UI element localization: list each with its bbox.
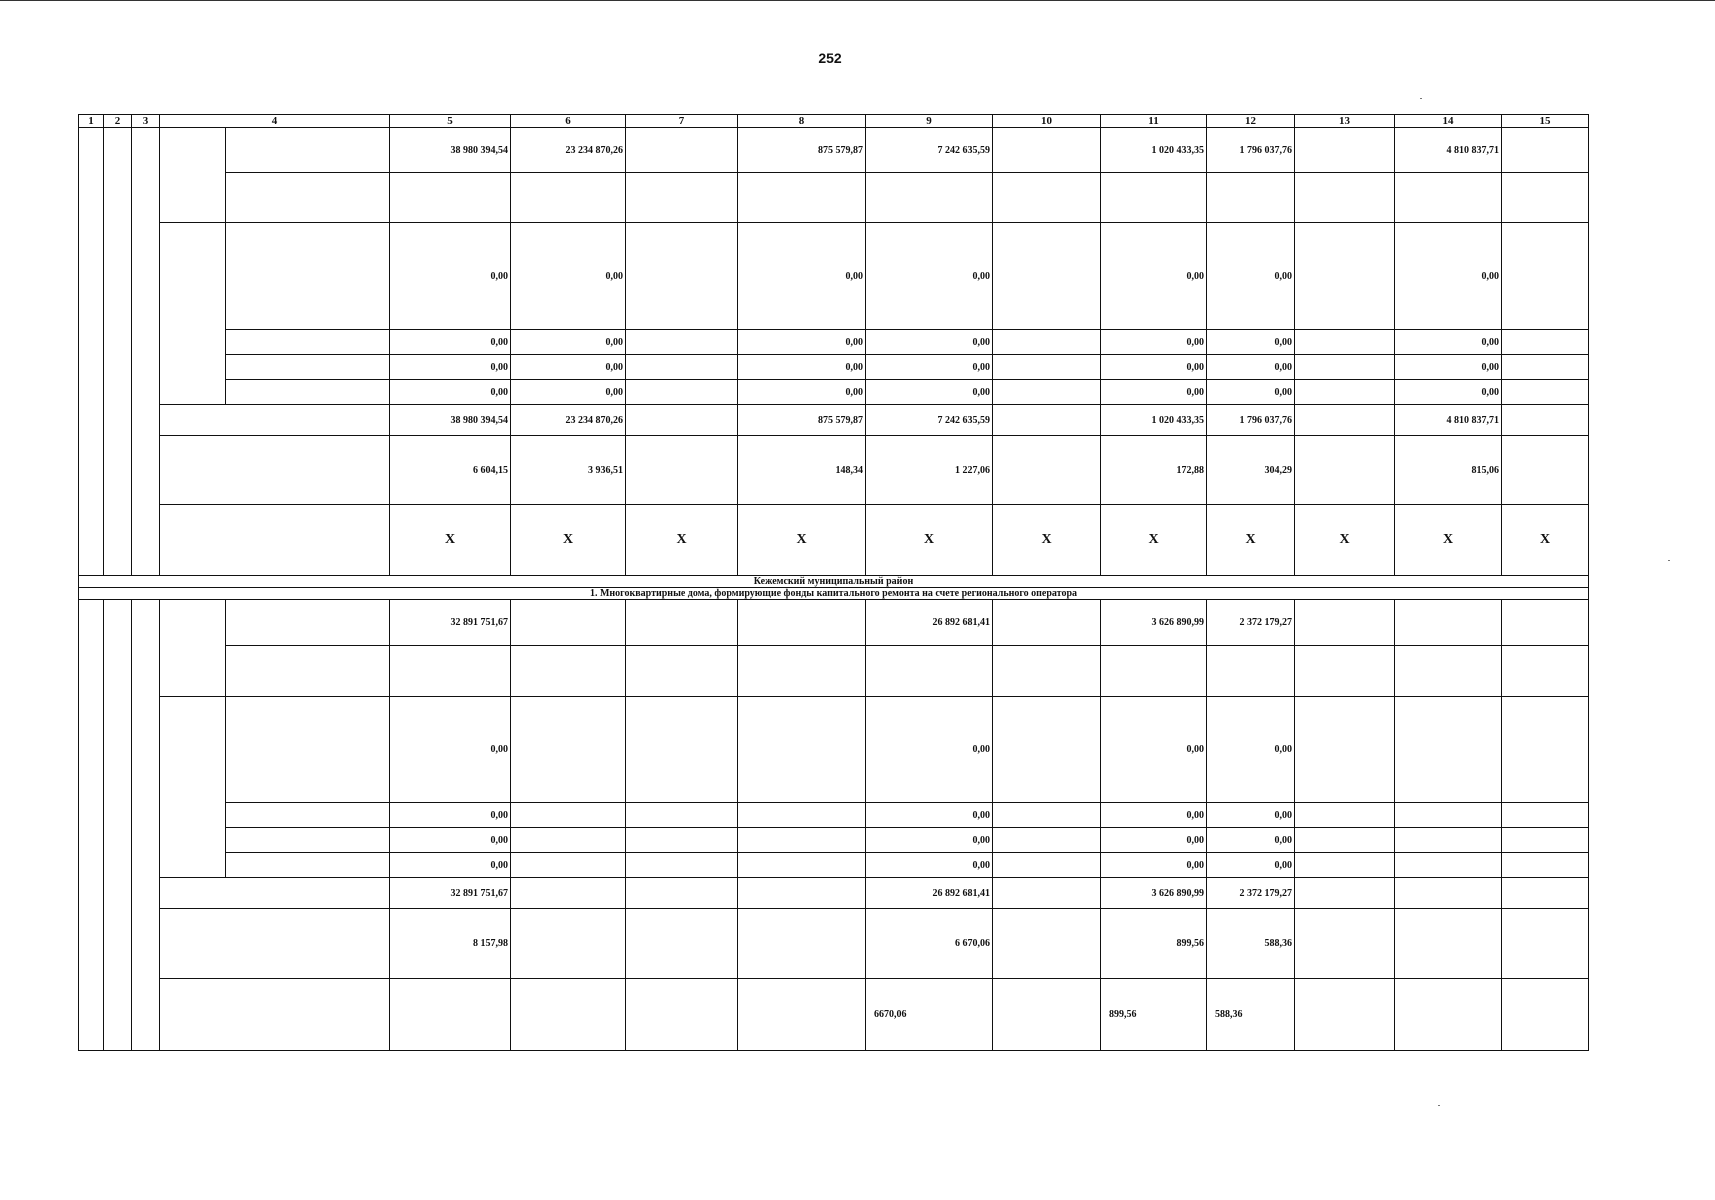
cell-col-15 (1502, 828, 1589, 853)
cell-col-6 (511, 600, 626, 646)
group-own-funds (160, 600, 226, 697)
cell-col-12: X (1207, 505, 1295, 576)
row-label-approved-limit (160, 505, 390, 576)
cell-col-11: 3 626 890,99 (1101, 878, 1207, 909)
cell-col-8 (738, 600, 866, 646)
cell-col-5: 0,00 (390, 223, 511, 330)
cell-col-13 (1295, 436, 1395, 505)
cell-col-8: 0,00 (738, 330, 866, 355)
cell-col-12: 304,29 (1207, 436, 1295, 505)
cell-col-7 (626, 330, 738, 355)
cell-col-12: 588,36 (1207, 979, 1295, 1051)
cell-col-6 (511, 909, 626, 979)
cell-col-5: 0,00 (390, 828, 511, 853)
group-support (160, 697, 226, 878)
row-label-regional-budget (226, 330, 390, 355)
cell-col-14 (1395, 853, 1502, 878)
row-label-unit-cost (160, 909, 390, 979)
cell-col-10 (993, 803, 1101, 828)
top-rule (0, 0, 1715, 1)
cell-col-13 (1295, 646, 1395, 697)
cell-col-8 (738, 803, 866, 828)
cell-col-8: 0,00 (738, 355, 866, 380)
cell-col-5: 38 980 394,54 (390, 128, 511, 173)
cell-col-5 (390, 173, 511, 223)
cell-col-7 (626, 355, 738, 380)
cell-col-9: 0,00 (866, 223, 993, 330)
cell-col-8 (738, 828, 866, 853)
cell-col-5: 0,00 (390, 697, 511, 803)
cell-col-12: 588,36 (1207, 909, 1295, 979)
row-label-other-sources (226, 380, 390, 405)
cell-col-12: 0,00 (1207, 853, 1295, 878)
cell-col-7 (626, 128, 738, 173)
cell-col-7 (626, 380, 738, 405)
object-name (104, 128, 132, 576)
cell-col-9 (866, 173, 993, 223)
cell-col-13 (1295, 330, 1395, 355)
row-label-local-budget (226, 355, 390, 380)
cell-col-7 (626, 646, 738, 697)
cell-col-6: 0,00 (511, 380, 626, 405)
cell-col-8 (738, 697, 866, 803)
row-label-other-sources (226, 853, 390, 878)
cell-col-13 (1295, 828, 1395, 853)
capital-repair-table (78, 114, 1589, 1051)
cell-col-8 (738, 979, 866, 1051)
row-label-min-fee (226, 128, 390, 173)
column-number: 13 (1295, 115, 1395, 128)
row-label-unit-cost (160, 436, 390, 505)
cell-col-15 (1502, 128, 1589, 173)
cell-col-11 (1101, 173, 1207, 223)
cell-col-14: X (1395, 505, 1502, 576)
cell-col-11: 0,00 (1101, 223, 1207, 330)
cell-col-15 (1502, 646, 1589, 697)
cell-col-14 (1395, 878, 1502, 909)
cell-col-7 (626, 173, 738, 223)
cell-col-8 (738, 173, 866, 223)
cell-col-11: 0,00 (1101, 380, 1207, 405)
column-number: 14 (1395, 115, 1502, 128)
row-number (79, 600, 104, 1051)
group-support (160, 223, 226, 405)
row-other-sources (79, 380, 1589, 405)
cell-col-12: 2 372 179,27 (1207, 600, 1295, 646)
cell-col-15: X (1502, 505, 1589, 576)
row-total (79, 405, 1589, 436)
cell-col-7 (626, 853, 738, 878)
cell-col-10: X (993, 505, 1101, 576)
cell-col-5: 8 157,98 (390, 909, 511, 979)
row-label-min-fee (226, 600, 390, 646)
cell-col-13 (1295, 979, 1395, 1051)
cell-col-14 (1395, 697, 1502, 803)
cell-col-10 (993, 600, 1101, 646)
cell-col-6: 0,00 (511, 355, 626, 380)
row-regional-budget (79, 330, 1589, 355)
cell-col-11: 899,56 (1101, 979, 1207, 1051)
row-unit-cost (79, 436, 1589, 505)
cell-col-12: 0,00 (1207, 330, 1295, 355)
cell-col-15 (1502, 600, 1589, 646)
row-number (79, 128, 104, 576)
cell-col-11: 899,56 (1101, 909, 1207, 979)
cell-col-8: 875 579,87 (738, 405, 866, 436)
cell-col-9 (866, 646, 993, 697)
cell-col-10 (993, 697, 1101, 803)
cell-col-9: 1 227,06 (866, 436, 993, 505)
row-over-min-fee (79, 646, 1589, 697)
cell-col-10 (993, 380, 1101, 405)
cell-col-5: 0,00 (390, 380, 511, 405)
column-number: 1 (79, 115, 104, 128)
cell-col-9: 26 892 681,41 (866, 878, 993, 909)
row-unit-cost (79, 909, 1589, 979)
cell-col-14: 0,00 (1395, 380, 1502, 405)
row-local-budget (79, 828, 1589, 853)
cell-col-12: 1 796 037,76 (1207, 405, 1295, 436)
cell-col-10 (993, 909, 1101, 979)
cell-col-13 (1295, 380, 1395, 405)
cell-col-10 (993, 436, 1101, 505)
cell-col-12 (1207, 173, 1295, 223)
cell-col-12: 0,00 (1207, 697, 1295, 803)
cell-col-15 (1502, 380, 1589, 405)
scan-speck (1420, 98, 1422, 99)
cell-col-11: 0,00 (1101, 330, 1207, 355)
cell-col-9: 6670,06 (866, 979, 993, 1051)
column-number: 7 (626, 115, 738, 128)
cell-col-14 (1395, 646, 1502, 697)
cell-col-7 (626, 909, 738, 979)
row-over-min-fee (79, 173, 1589, 223)
cell-col-14 (1395, 979, 1502, 1051)
cell-col-15 (1502, 355, 1589, 380)
column-number: 9 (866, 115, 993, 128)
row-label-total (160, 405, 390, 436)
cell-col-6 (511, 878, 626, 909)
cell-col-6: 0,00 (511, 223, 626, 330)
cell-col-8: 148,34 (738, 436, 866, 505)
cell-col-15 (1502, 979, 1589, 1051)
row-regional-budget (79, 803, 1589, 828)
subsection-title: 1. Многоквартирные дома, формирующие фонды капитального ремонта на счете регионального оператора (79, 588, 1589, 600)
cell-col-6: 3 936,51 (511, 436, 626, 505)
column-number: 3 (132, 115, 160, 128)
cell-col-10 (993, 979, 1101, 1051)
cell-col-5 (390, 646, 511, 697)
cell-col-10 (993, 223, 1101, 330)
cell-col-9: 0,00 (866, 355, 993, 380)
cell-col-8 (738, 853, 866, 878)
cell-col-9: 0,00 (866, 803, 993, 828)
cell-col-8: 875 579,87 (738, 128, 866, 173)
cell-col-13 (1295, 223, 1395, 330)
cell-col-9: 26 892 681,41 (866, 600, 993, 646)
cell-col-11: 1 020 433,35 (1101, 128, 1207, 173)
cell-col-8 (738, 878, 866, 909)
cell-col-5: 0,00 (390, 330, 511, 355)
cell-col-8 (738, 909, 866, 979)
cell-col-9: 7 242 635,59 (866, 405, 993, 436)
cell-col-8: 0,00 (738, 223, 866, 330)
object-name (104, 600, 132, 1051)
cell-col-10 (993, 828, 1101, 853)
total-area (132, 128, 160, 576)
cell-col-15 (1502, 330, 1589, 355)
cell-col-11: X (1101, 505, 1207, 576)
cell-col-14: 0,00 (1395, 330, 1502, 355)
cell-col-12 (1207, 646, 1295, 697)
column-number-row (79, 115, 1589, 128)
scan-speck (1668, 560, 1670, 561)
cell-col-12: 0,00 (1207, 223, 1295, 330)
cell-col-11: 172,88 (1101, 436, 1207, 505)
cell-col-15 (1502, 405, 1589, 436)
scan-speck (1438, 1105, 1440, 1106)
cell-col-8: X (738, 505, 866, 576)
cell-col-12: 1 796 037,76 (1207, 128, 1295, 173)
cell-col-15 (1502, 853, 1589, 878)
cell-col-12: 0,00 (1207, 828, 1295, 853)
cell-col-7 (626, 878, 738, 909)
cell-col-9: 0,00 (866, 697, 993, 803)
cell-col-7 (626, 600, 738, 646)
cell-col-13 (1295, 600, 1395, 646)
total-area (132, 600, 160, 1051)
cell-col-14 (1395, 173, 1502, 223)
cell-col-6 (511, 828, 626, 853)
cell-col-5: 0,00 (390, 853, 511, 878)
cell-col-15 (1502, 436, 1589, 505)
row-total (79, 878, 1589, 909)
cell-col-13 (1295, 909, 1395, 979)
page-number: 252 (818, 50, 842, 66)
column-number: 11 (1101, 115, 1207, 128)
column-number: 12 (1207, 115, 1295, 128)
row-state-corp (79, 223, 1589, 330)
row-label-approved-limit (160, 979, 390, 1051)
cell-col-10 (993, 128, 1101, 173)
row-approved-limit (79, 979, 1589, 1051)
cell-col-9: 6 670,06 (866, 909, 993, 979)
cell-col-11: 0,00 (1101, 853, 1207, 878)
row-other-sources (79, 853, 1589, 878)
cell-col-10 (993, 853, 1101, 878)
row-label-state-corp (226, 223, 390, 330)
cell-col-11: 3 626 890,99 (1101, 600, 1207, 646)
cell-col-14 (1395, 909, 1502, 979)
cell-col-7 (626, 828, 738, 853)
column-number: 4 (160, 115, 390, 128)
cell-col-13 (1295, 355, 1395, 380)
row-label-regional-budget (226, 803, 390, 828)
row-state-corp (79, 697, 1589, 803)
row-local-budget (79, 355, 1589, 380)
cell-col-8 (738, 646, 866, 697)
group-own-funds (160, 128, 226, 223)
district-title: Кежемский муниципальный район (79, 576, 1589, 588)
cell-col-13 (1295, 878, 1395, 909)
cell-col-15 (1502, 878, 1589, 909)
row-label-total (160, 878, 390, 909)
cell-col-5 (390, 979, 511, 1051)
cell-col-9: 0,00 (866, 380, 993, 405)
cell-col-12: 2 372 179,27 (1207, 878, 1295, 909)
cell-col-12: 0,00 (1207, 355, 1295, 380)
cell-col-13 (1295, 803, 1395, 828)
cell-col-6 (511, 697, 626, 803)
cell-col-5: 0,00 (390, 355, 511, 380)
cell-col-6 (511, 979, 626, 1051)
cell-col-15 (1502, 173, 1589, 223)
cell-col-12: 0,00 (1207, 380, 1295, 405)
row-label-over-min-fee (226, 646, 390, 697)
cell-col-5: 6 604,15 (390, 436, 511, 505)
cell-col-7 (626, 223, 738, 330)
cell-col-9: 7 242 635,59 (866, 128, 993, 173)
cell-col-7 (626, 803, 738, 828)
row-min-fee (79, 128, 1589, 173)
cell-col-9: 0,00 (866, 828, 993, 853)
cell-col-6 (511, 853, 626, 878)
cell-col-9: 0,00 (866, 853, 993, 878)
cell-col-11: 1 020 433,35 (1101, 405, 1207, 436)
cell-col-9: X (866, 505, 993, 576)
cell-col-12: 0,00 (1207, 803, 1295, 828)
cell-col-14: 815,06 (1395, 436, 1502, 505)
cell-col-10 (993, 646, 1101, 697)
cell-col-11: 0,00 (1101, 803, 1207, 828)
cell-col-14 (1395, 803, 1502, 828)
row-label-over-min-fee (226, 173, 390, 223)
column-number: 2 (104, 115, 132, 128)
cell-col-7: X (626, 505, 738, 576)
cell-col-6: 0,00 (511, 330, 626, 355)
cell-col-5: 38 980 394,54 (390, 405, 511, 436)
cell-col-13 (1295, 853, 1395, 878)
column-number: 10 (993, 115, 1101, 128)
cell-col-14: 0,00 (1395, 355, 1502, 380)
row-label-state-corp (226, 697, 390, 803)
cell-col-10 (993, 330, 1101, 355)
cell-col-8: 0,00 (738, 380, 866, 405)
cell-col-15 (1502, 697, 1589, 803)
column-number: 15 (1502, 115, 1589, 128)
column-number: 8 (738, 115, 866, 128)
cell-col-13 (1295, 173, 1395, 223)
cell-col-9: 0,00 (866, 330, 993, 355)
cell-col-11: 0,00 (1101, 355, 1207, 380)
cell-col-10 (993, 405, 1101, 436)
cell-col-11 (1101, 646, 1207, 697)
cell-col-7 (626, 405, 738, 436)
cell-col-6 (511, 173, 626, 223)
cell-col-6: 23 234 870,26 (511, 128, 626, 173)
cell-col-13 (1295, 128, 1395, 173)
cell-col-6: X (511, 505, 626, 576)
cell-col-7 (626, 436, 738, 505)
cell-col-11: 0,00 (1101, 828, 1207, 853)
cell-col-5: 0,00 (390, 803, 511, 828)
cell-col-5: 32 891 751,67 (390, 600, 511, 646)
cell-col-6: 23 234 870,26 (511, 405, 626, 436)
cell-col-15 (1502, 803, 1589, 828)
cell-col-14: 4 810 837,71 (1395, 405, 1502, 436)
cell-col-15 (1502, 909, 1589, 979)
district-title-row (79, 576, 1589, 588)
cell-col-6 (511, 646, 626, 697)
row-approved-limit (79, 505, 1589, 576)
row-min-fee (79, 600, 1589, 646)
column-number: 6 (511, 115, 626, 128)
column-number: 5 (390, 115, 511, 128)
cell-col-5: X (390, 505, 511, 576)
cell-col-14: 4 810 837,71 (1395, 128, 1502, 173)
cell-col-13 (1295, 405, 1395, 436)
row-label-local-budget (226, 828, 390, 853)
cell-col-6 (511, 803, 626, 828)
cell-col-13 (1295, 697, 1395, 803)
cell-col-14 (1395, 600, 1502, 646)
cell-col-10 (993, 173, 1101, 223)
cell-col-5: 32 891 751,67 (390, 878, 511, 909)
cell-col-15 (1502, 223, 1589, 330)
cell-col-11: 0,00 (1101, 697, 1207, 803)
subsection-title-row (79, 588, 1589, 600)
cell-col-7 (626, 697, 738, 803)
cell-col-10 (993, 878, 1101, 909)
cell-col-14 (1395, 828, 1502, 853)
cell-col-10 (993, 355, 1101, 380)
cell-col-14: 0,00 (1395, 223, 1502, 330)
cell-col-7 (626, 979, 738, 1051)
cell-col-13: X (1295, 505, 1395, 576)
